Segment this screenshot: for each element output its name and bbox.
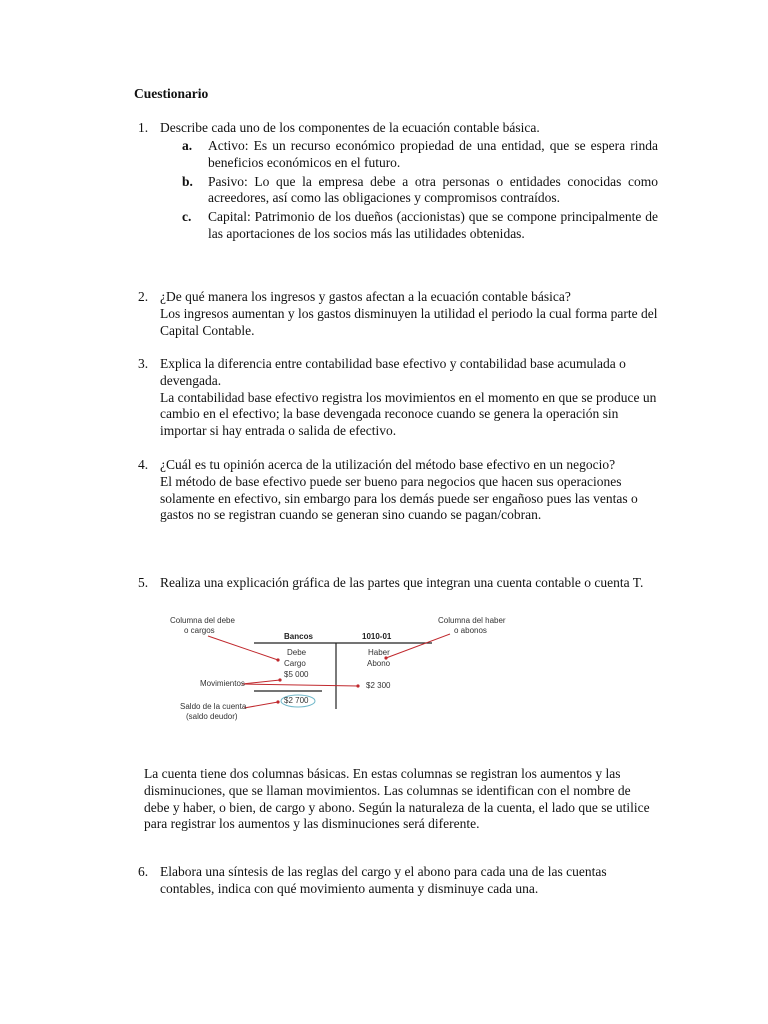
question-4 <box>138 457 658 524</box>
question-1 <box>138 120 658 137</box>
answer-text: Activo: Es un recurso económico propiedad de una entidad, que se espera rinda beneficios económicos en el futuro. <box>208 138 658 170</box>
label-col-haber: Columna del haber <box>438 616 506 625</box>
label-cargo: Cargo <box>284 659 306 668</box>
movimientos-arrow-debit <box>242 680 280 684</box>
answer-letter: a. <box>182 138 193 153</box>
question-6 <box>138 864 658 898</box>
question-5 <box>138 575 658 592</box>
movimientos-arrow-credit <box>242 684 358 686</box>
t-account-explanation: La cuenta tiene dos columnas básicas. En estas columnas se registran los aumentos y las disminuciones, que se llaman movimientos. Las columnas se identifican con el nombre de debe y haber, o bien, de cargo y abono. Según la naturaleza de la cuenta, el lado que se utilice para registrar los aumentos y las disminuciones será diferente. <box>144 766 650 832</box>
label-debe: Debe <box>287 648 307 657</box>
label-saldo-sub: (saldo deudor) <box>186 712 238 721</box>
saldo-arrow <box>244 702 278 708</box>
label-col-debe: Columna del debe <box>170 616 235 625</box>
label-haber: Haber <box>368 648 390 657</box>
question-2 <box>138 289 658 339</box>
answer-text: Pasivo: Lo que la empresa debe a otra personas o entidades conocidas como acreedores, así como las obligaciones y compromisos contraídos. <box>208 173 658 206</box>
label-movimientos: Movimientos <box>200 679 245 688</box>
question-text: ¿De qué manera los ingresos y gastos afectan a la ecuación contable básica? <box>160 289 571 304</box>
label-col-debe-sub: o cargos <box>184 626 215 635</box>
answer-text: La contabilidad base efectivo registra los movimientos en el momento en que se produce un cambio en el efectivo; la base devengada reconoce cuando se genera la operación sin importar si hay entrada o salida de efectivo. <box>160 389 657 439</box>
account-number: 1010-01 <box>362 632 392 641</box>
answer-letter: b. <box>182 173 193 189</box>
account-name: Bancos <box>284 632 313 641</box>
debe-arrow <box>208 636 278 660</box>
debit-amount: $5 000 <box>284 670 309 679</box>
question-text: Elabora una síntesis de las reglas del cargo y el abono para cada una de las cuentas contables, indica con qué movimiento aumenta y disminuye cada una. <box>160 864 607 896</box>
label-col-haber-sub: o abonos <box>454 626 487 635</box>
question-text: ¿Cuál es tu opinión acerca de la utilización del método base efectivo en un negocio? <box>160 457 616 472</box>
question-number: 1. <box>138 120 149 135</box>
answer-text: Los ingresos aumentan y los gastos disminuyen la utilidad el periodo la cual forma parte del Capital Contable. <box>160 305 658 338</box>
haber-arrow <box>386 634 450 658</box>
page-title: Cuestionario <box>134 86 209 101</box>
answer-letter: c. <box>182 209 192 225</box>
question-1-answers <box>182 138 658 245</box>
question-3 <box>138 356 658 440</box>
t-account-diagram <box>160 612 540 722</box>
question-number: 6. <box>138 864 149 879</box>
question-number: 3. <box>138 356 149 371</box>
question-text: Explica la diferencia entre contabilidad base efectivo y contabilidad base acumulada o devengada. <box>160 356 626 388</box>
question-text: Realiza una explicación gráfica de las partes que integran una cuenta contable o cuenta T. <box>160 575 644 590</box>
answer-item-activo <box>182 138 658 172</box>
label-abono: Abono <box>367 659 391 668</box>
saldo-amount: $2 700 <box>284 696 309 705</box>
question-number: 4. <box>138 457 149 472</box>
answer-text: Capital: Patrimonio de los dueños (accionistas) que se compone principalmente de las aportaciones de los socios más las utilidades obtenidas. <box>208 209 658 241</box>
question-number: 2. <box>138 289 149 304</box>
question-text: Describe cada uno de los componentes de la ecuación contable básica. <box>160 120 540 135</box>
credit-amount: $2 300 <box>366 681 391 690</box>
answer-item-pasivo <box>182 174 658 208</box>
label-saldo: Saldo de la cuenta <box>180 702 247 711</box>
question-number: 5. <box>138 575 149 590</box>
answer-item-capital <box>182 209 658 243</box>
answer-text: El método de base efectivo puede ser bueno para negocios que hacen sus operaciones solamente en efectivo, sin embargo para los demás puede ser engañoso pues las ventas o gastos no se registran cuando se generan sino cuando se pagan/cobran. <box>160 473 638 523</box>
